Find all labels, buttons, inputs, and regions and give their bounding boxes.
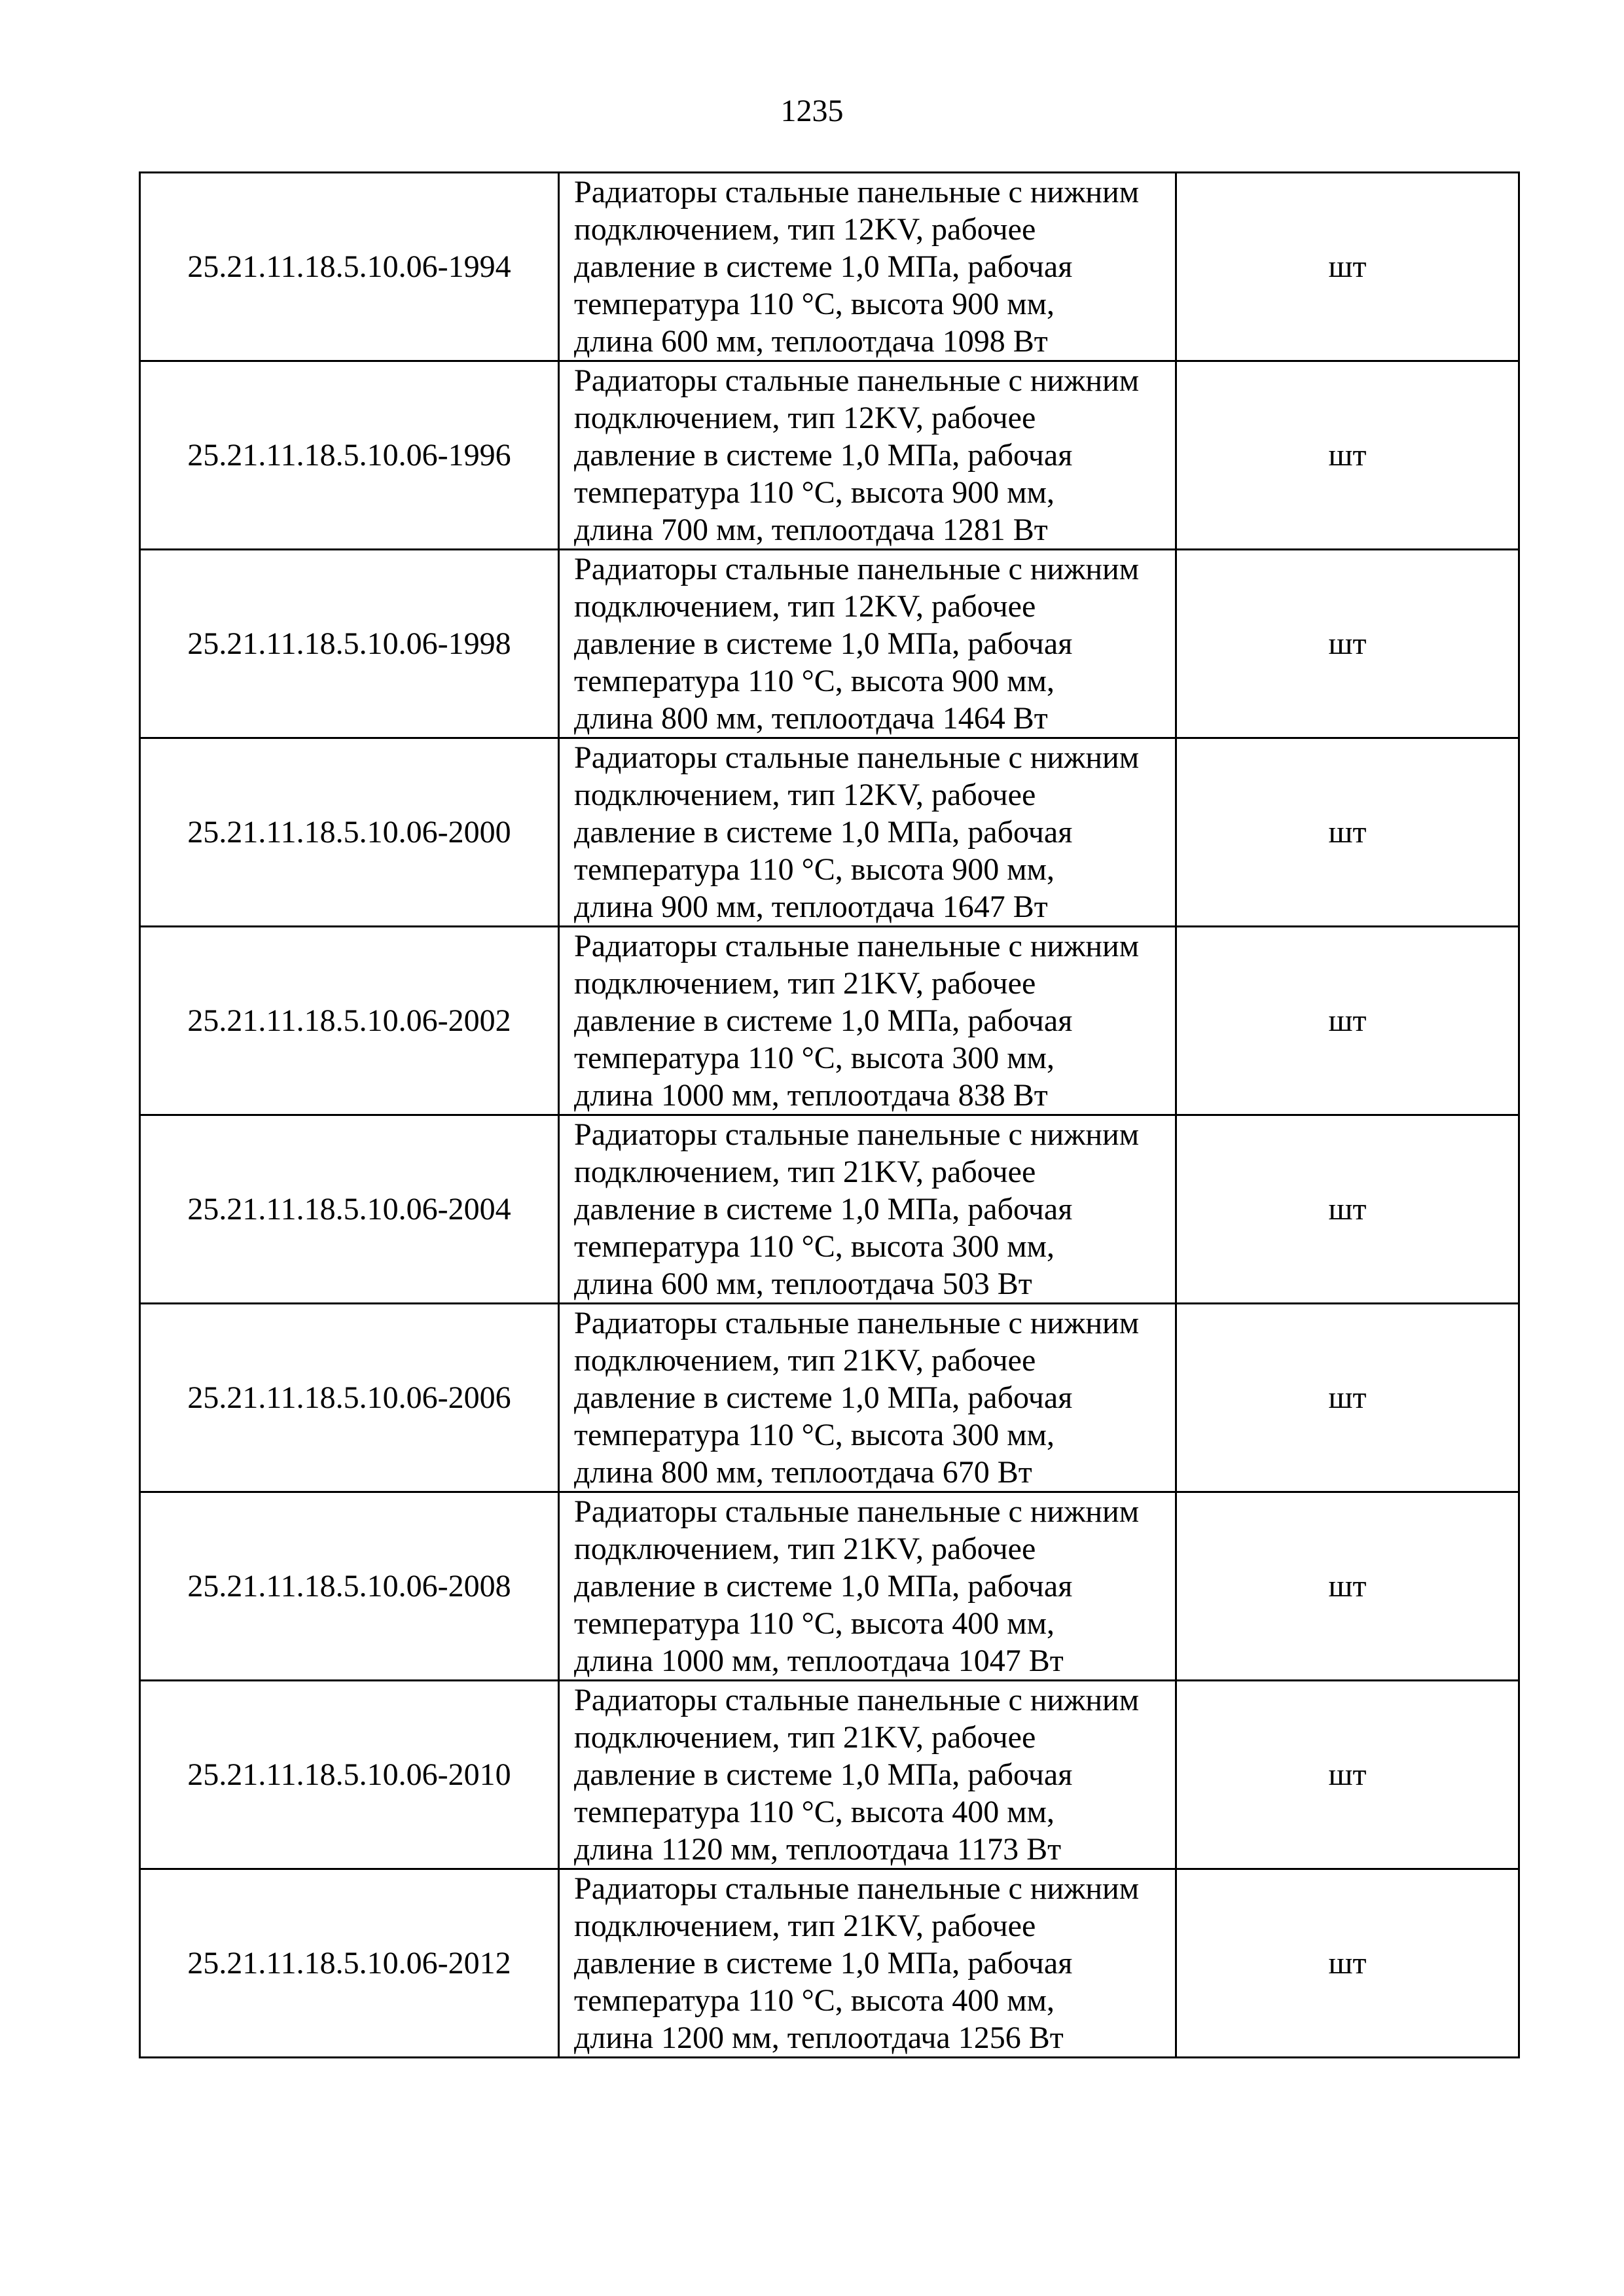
unit-of-measure: шт <box>1176 1304 1519 1492</box>
unit-of-measure: шт <box>1176 173 1519 361</box>
resource-code: 25.21.11.18.5.10.06-1998 <box>140 550 559 738</box>
description-line: температура 110 °С, высота 300 мм, <box>574 1041 1055 1075</box>
unit-of-measure: шт <box>1176 550 1519 738</box>
resource-code: 25.21.11.18.5.10.06-2006 <box>140 1304 559 1492</box>
description-line: давление в системе 1,0 МПа, рабочая <box>574 1757 1073 1792</box>
description-line: длина 800 мм, теплоотдача 670 Вт <box>574 1455 1032 1490</box>
table-row <box>140 173 1519 361</box>
unit-of-measure: шт <box>1176 361 1519 550</box>
table-row <box>140 927 1519 1115</box>
description-line: подключением, тип 12KV, рабочее <box>574 401 1036 435</box>
description-line: длина 900 мм, теплоотдача 1647 Вт <box>574 889 1048 924</box>
table-row <box>140 1681 1519 1869</box>
description-line: длина 600 мм, теплоотдача 1098 Вт <box>574 324 1048 359</box>
resource-code: 25.21.11.18.5.10.06-2012 <box>140 1869 559 2058</box>
description-line: Радиаторы стальные панельные с нижним <box>574 1306 1140 1340</box>
description-line: температура 110 °С, высота 900 мм, <box>574 475 1055 510</box>
description-line: длина 600 мм, теплоотдача 503 Вт <box>574 1266 1032 1301</box>
unit-of-measure: шт <box>1176 927 1519 1115</box>
description-line: давление в системе 1,0 МПа, рабочая <box>574 1003 1073 1038</box>
description-line: давление в системе 1,0 МПа, рабочая <box>574 438 1073 473</box>
description-line: длина 1200 мм, теплоотдача 1256 Вт <box>574 2020 1064 2055</box>
table-row <box>140 1492 1519 1681</box>
unit-of-measure: шт <box>1176 1869 1519 2058</box>
description-line: длина 1000 мм, теплоотдача 1047 Вт <box>574 1643 1064 1678</box>
description-line: подключением, тип 21KV, рабочее <box>574 966 1036 1001</box>
description-line: температура 110 °С, высота 900 мм, <box>574 852 1055 887</box>
description-line: подключением, тип 21KV, рабочее <box>574 1343 1036 1378</box>
description-line: Радиаторы стальные панельные с нижним <box>574 929 1140 963</box>
description-line: Радиаторы стальные панельные с нижним <box>574 1871 1140 1906</box>
resource-description <box>559 738 1176 927</box>
description-line: длина 1000 мм, теплоотдача 838 Вт <box>574 1078 1048 1113</box>
resource-description <box>559 550 1176 738</box>
description-line: длина 800 мм, теплоотдача 1464 Вт <box>574 701 1048 736</box>
description-line: Радиаторы стальные панельные с нижним <box>574 363 1140 398</box>
resource-description <box>559 1115 1176 1304</box>
resource-description <box>559 1492 1176 1681</box>
description-line: длина 1120 мм, теплоотдача 1173 Вт <box>574 1832 1062 1867</box>
table-row <box>140 1869 1519 2058</box>
resource-code: 25.21.11.18.5.10.06-1996 <box>140 361 559 550</box>
resource-description <box>559 1304 1176 1492</box>
description-line: подключением, тип 12KV, рабочее <box>574 212 1036 247</box>
table-row <box>140 550 1519 738</box>
description-line: температура 110 °С, высота 300 мм, <box>574 1229 1055 1264</box>
resource-code: 25.21.11.18.5.10.06-2000 <box>140 738 559 927</box>
resource-code: 25.21.11.18.5.10.06-2008 <box>140 1492 559 1681</box>
description-line: длина 700 мм, теплоотдача 1281 Вт <box>574 512 1048 547</box>
description-line: давление в системе 1,0 МПа, рабочая <box>574 1192 1073 1227</box>
resource-code: 25.21.11.18.5.10.06-1994 <box>140 173 559 361</box>
description-line: давление в системе 1,0 МПа, рабочая <box>574 626 1073 661</box>
description-line: давление в системе 1,0 МПа, рабочая <box>574 1569 1073 1604</box>
table-row <box>140 361 1519 550</box>
description-line: температура 110 °С, высота 400 мм, <box>574 1795 1055 1829</box>
resource-table <box>139 171 1520 2058</box>
unit-of-measure: шт <box>1176 1681 1519 1869</box>
unit-of-measure: шт <box>1176 738 1519 927</box>
resource-description <box>559 361 1176 550</box>
unit-of-measure: шт <box>1176 1115 1519 1304</box>
description-line: давление в системе 1,0 МПа, рабочая <box>574 249 1073 284</box>
description-line: Радиаторы стальные панельные с нижним <box>574 1494 1140 1529</box>
description-line: температура 110 °С, высота 300 мм, <box>574 1418 1055 1452</box>
description-line: подключением, тип 21KV, рабочее <box>574 1720 1036 1755</box>
resource-code: 25.21.11.18.5.10.06-2004 <box>140 1115 559 1304</box>
description-line: подключением, тип 21KV, рабочее <box>574 1155 1036 1189</box>
description-line: температура 110 °С, высота 400 мм, <box>574 1606 1055 1641</box>
description-line: температура 110 °С, высота 400 мм, <box>574 1983 1055 2018</box>
description-line: Радиаторы стальные панельные с нижним <box>574 1117 1140 1152</box>
description-line: Радиаторы стальные панельные с нижним <box>574 1683 1140 1717</box>
description-line: давление в системе 1,0 МПа, рабочая <box>574 1946 1073 1981</box>
table-body <box>140 173 1519 2058</box>
resource-description <box>559 1681 1176 1869</box>
description-line: Радиаторы стальные панельные с нижним <box>574 740 1140 775</box>
description-line: подключением, тип 12KV, рабочее <box>574 589 1036 624</box>
description-line: Радиаторы стальные панельные с нижним <box>574 175 1140 209</box>
resource-code: 25.21.11.18.5.10.06-2002 <box>140 927 559 1115</box>
resource-description <box>559 173 1176 361</box>
table-row <box>140 1115 1519 1304</box>
description-line: давление в системе 1,0 МПа, рабочая <box>574 1380 1073 1415</box>
description-line: подключением, тип 12KV, рабочее <box>574 778 1036 812</box>
resource-description <box>559 927 1176 1115</box>
description-line: подключением, тип 21KV, рабочее <box>574 1532 1036 1566</box>
page-number: 1235 <box>780 94 844 128</box>
resource-code: 25.21.11.18.5.10.06-2010 <box>140 1681 559 1869</box>
table-row <box>140 1304 1519 1492</box>
resource-description <box>559 1869 1176 2058</box>
description-line: температура 110 °С, высота 900 мм, <box>574 664 1055 698</box>
unit-of-measure: шт <box>1176 1492 1519 1681</box>
table-row <box>140 738 1519 927</box>
description-line: давление в системе 1,0 МПа, рабочая <box>574 815 1073 850</box>
description-line: подключением, тип 21KV, рабочее <box>574 1909 1036 1943</box>
description-line: Радиаторы стальные панельные с нижним <box>574 552 1140 586</box>
description-line: температура 110 °С, высота 900 мм, <box>574 287 1055 321</box>
